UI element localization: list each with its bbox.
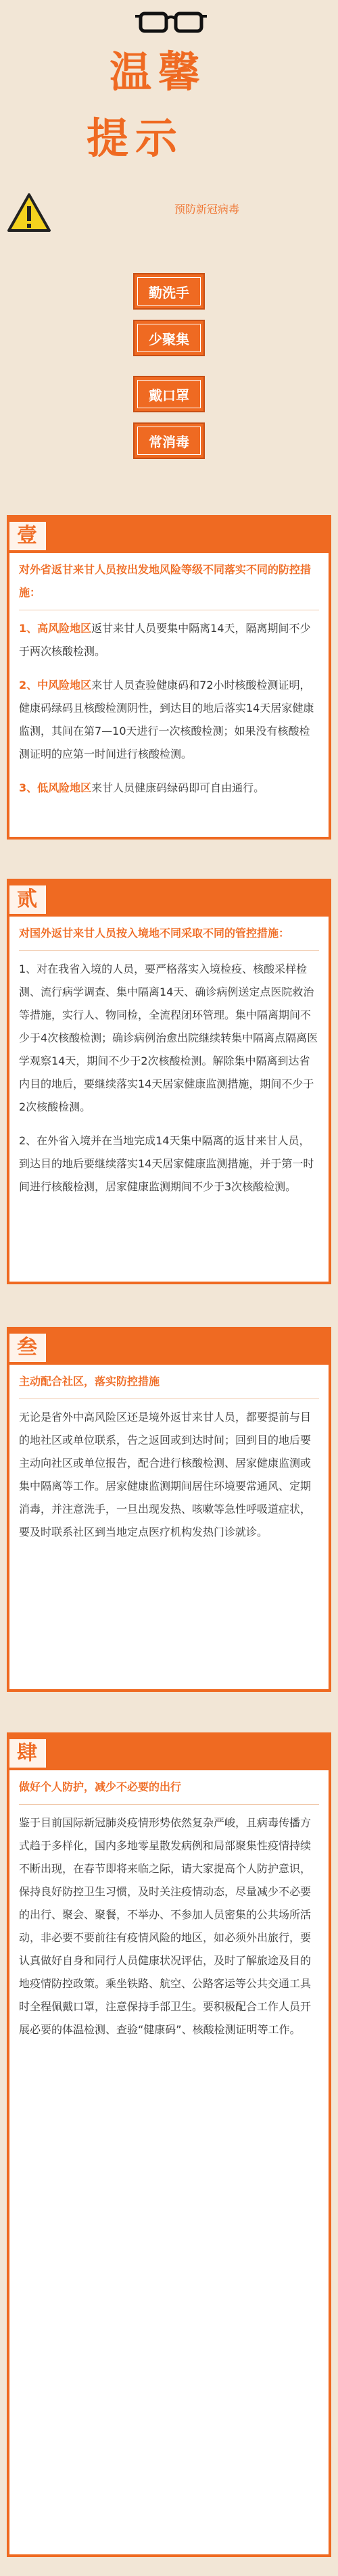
subtitle: 预防新冠病毒 <box>174 203 240 216</box>
section-lead: 对外省返甘来甘人员按出发地风险等级不同落实不同的防控措施： <box>19 558 319 610</box>
section-3 <box>7 1327 331 1692</box>
title-line-2: 提示 <box>87 114 185 163</box>
paragraph: 1、对在我省入境的人员，要严格落实入境检疫、核酸采样检测、流行病学调查、集中隔离14天、确诊病例送定点医院救治等措施，实行人、物同检，全流程闭环管理。集中隔离期间不少于4次核酸检测；确诊病例治愈出院继续转集中隔离点隔离医学观察14天，期间不少于2次核酸检测。解除集中隔离到达省内目的地后，要继续落实14天居家健康监测措施，期间不少于2次核酸检测。 <box>19 963 318 1113</box>
paragraph: 2、中风险地区来甘人员查验健康码和72小时核酸检测证明，健康码绿码且核酸检测阴性，到达目的地后落实14天居家健康监测，其间在第7—10天进行一次核酸检测；如果没有核酸检测证明的应第一时间进行核酸检测。 <box>19 679 314 760</box>
warning-icon <box>7 193 51 233</box>
paragraph: 无论是省外中高风险区还是境外返甘来甘人员，都要提前与目的地社区或单位联系，告之返回或到达时间；回到目的地后要主动向社区或单位报告，配合进行核酸检测、居家健康监测或集中隔离等工作。居家健康监测期间居住环境要常通风、定期消毒，并注意洗手，一旦出现发热、咳嗽等急性呼吸道症状，要及时联系社区到当地定点医疗机构发热门诊就诊。 <box>19 1411 312 1538</box>
paragraph: 2、在外省入境并在当地完成14天集中隔离的返甘来甘人员，到达目的地后要继续落实14天居家健康监测措施，并于第一时间进行核酸检测，居家健康监测期间不少于3次核酸检测。 <box>19 1134 314 1193</box>
paragraph: 鉴于目前国际新冠肺炎疫情形势依然复杂严峻，且病毒传播方式趋于多样化，国内多地零星散发病例和局部聚集性疫情持续不断出现，在春节即将来临之际，请大家提高个人防护意识，保持良好防控卫生习惯，及时关注疫情动态，尽量减少不必要的出行、聚会、聚餐，不举办、不参加人员密集的公共场所活动，非必要不要前往有疫情风险的地区，如必须外出旅行，要认真做好自身和同行人员健康状况评估，及时了解旅途及目的地疫情防控政策。乘坐铁路、航空、公路客运等公共交通工具时全程佩戴口罩，注意保持手部卫生。要积极配合工作人员开展必要的体温检测、查验“健康码”、核酸检测证明等工作。 <box>19 1816 312 2036</box>
section-number: 肆 <box>9 1739 46 1768</box>
paragraph: 1、高风险地区返甘来甘人员要集中隔离14天，隔离期间不少于两次核酸检测。 <box>19 622 311 658</box>
glasses-icon <box>134 5 208 35</box>
title-line-1: 温馨 <box>110 47 208 97</box>
tip-wear-mask: 戴口罩 <box>133 376 205 412</box>
section-1 <box>7 515 331 840</box>
section-number: 贰 <box>9 885 46 914</box>
section-2 <box>7 879 331 1284</box>
section-lead: 做好个人防护，减少不必要的出行 <box>19 1776 319 1805</box>
tip-disinfect: 常消毒 <box>133 422 205 459</box>
section-header <box>9 1330 329 1365</box>
section-header <box>9 881 329 917</box>
section-lead: 主动配合社区，落实防控措施 <box>19 1370 319 1399</box>
section-number: 叁 <box>9 1334 46 1362</box>
section-lead: 对国外返甘来甘人员按入境地不同采取不同的管控措施： <box>19 922 319 951</box>
tip-wash-hands: 勤洗手 <box>133 273 205 310</box>
section-4 <box>7 1732 331 2557</box>
section-header <box>9 1735 329 1770</box>
section-number: 壹 <box>9 522 46 550</box>
tip-avoid-gathering: 少聚集 <box>133 320 205 356</box>
section-header <box>9 518 329 553</box>
paragraph: 3、低风险地区来甘人员健康码绿码即可自由通行。 <box>19 781 265 794</box>
